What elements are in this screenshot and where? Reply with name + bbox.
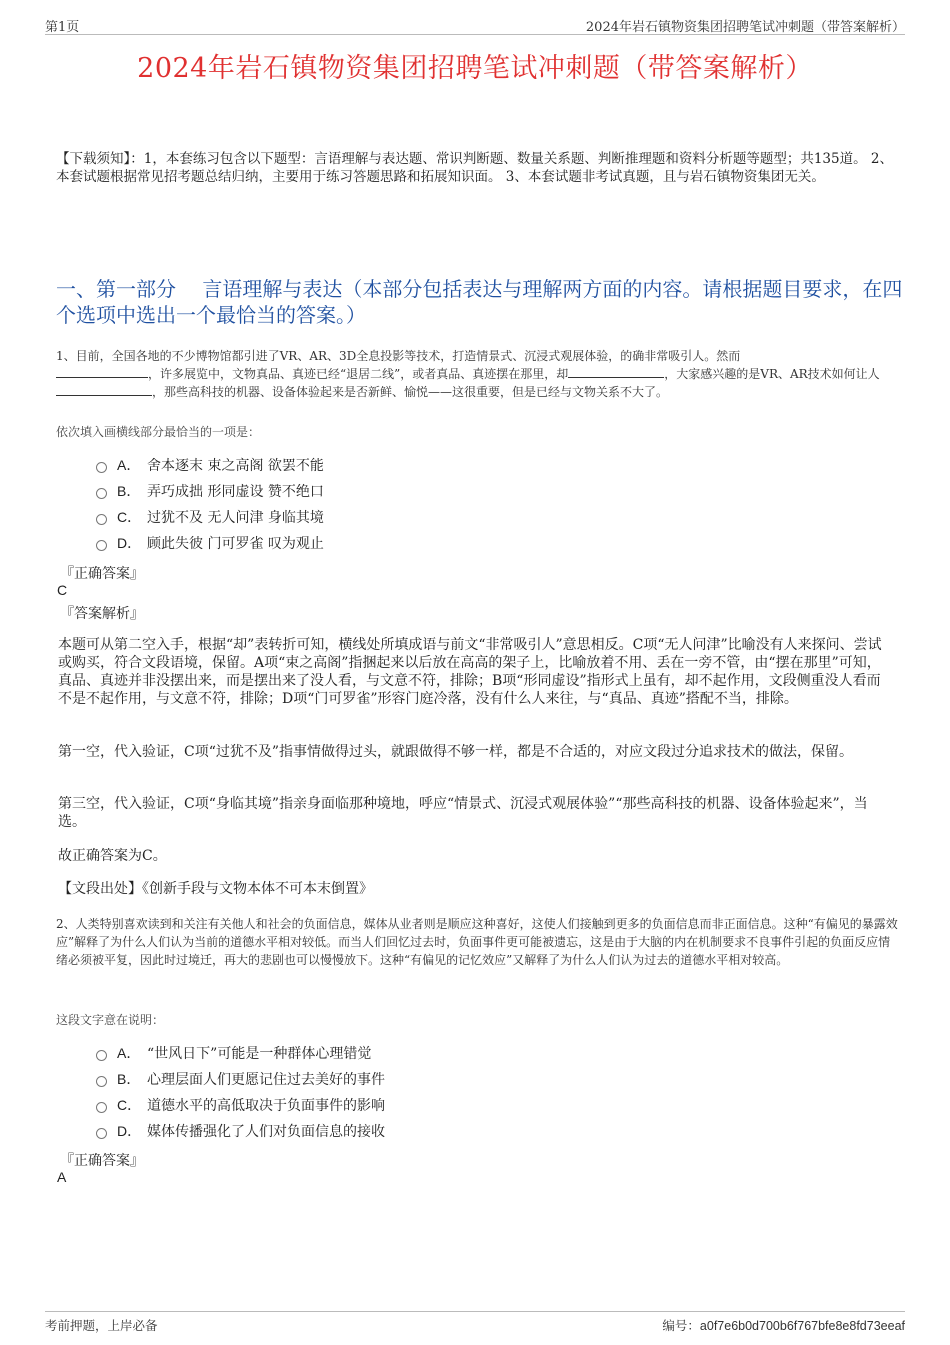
page-header [45,14,905,35]
analysis-paragraph: 故正确答案为C。 [58,848,167,864]
footer-code: 编号：a0f7e6b0d700b6f767bfe8e8fd73eeaf [662,1318,905,1333]
download-notice: 【下载须知】：1，本套练习包含以下题型：言语理解与表达题、常识判断题、数量关系题、判断推理题和资料分析题等题型；共135道。 2、本套试题根据常见招考题总结归纳，主要用于练习答题思路和拓展知识面。 3、本套试题非考试真题，且与岩石镇物资集团无关。 [56,151,893,185]
radio-icon[interactable] [96,488,107,499]
question-1-options [96,452,596,556]
analysis-paragraph: 第三空，代入验证，C项“身临其境”指亲身面临那种境地，呼应“情景式、沉浸式观展体验”“那些高科技的机器、设备体验起来”，当选。 [58,796,868,830]
question-1-text-part3: ，大家感兴趣的是VR、AR技术如何让人 [664,367,880,381]
fill-blank-3[interactable] [56,383,152,396]
radio-icon[interactable] [96,1128,107,1139]
section-heading: 一、第一部分 言语理解与表达（本部分包括表达与理解两方面的内容。请根据题目要求，在四个选项中选出一个最恰当的答案。） [56,277,903,327]
radio-icon[interactable] [96,540,107,551]
option-c[interactable]: C． 过犹不及 无人问津 身临其境 [96,504,596,530]
option-d[interactable]: D． 媒体传播强化了人们对负面信息的接收 [96,1118,596,1144]
option-b[interactable]: B． 心理层面人们更愿记住过去美好的事件 [96,1066,596,1092]
footer-slogan: 考前押题，上岸必备 [45,1318,158,1333]
fill-blank-2[interactable] [568,365,664,378]
question-2-options [96,1040,596,1144]
question-1-prompt: 依次填入画横线部分最恰当的一项是： [56,425,261,439]
page-number: 第1页 [45,20,80,35]
option-d[interactable]: D． 顾此失彼 门可罗雀 叹为观止 [96,530,596,556]
fill-blank-1[interactable] [56,365,148,378]
radio-icon[interactable] [96,462,107,473]
question-1-text-part1: 1、目前，全国各地的不少博物馆都引进了VR、AR、3D全息投影等技术，打造情景式、沉浸式观展体验，的确非常吸引人。然而 [56,349,741,363]
option-a[interactable]: A． “世风日下”可能是一种群体心理错觉 [96,1040,596,1066]
radio-icon[interactable] [96,1050,107,1061]
question-2-text: 2、人类特别喜欢读到和关注有关他人和社会的负面信息，媒体从业者则是顺应这种喜好，这使人们接触到更多的负面信息而非正面信息。这种“有偏见的暴露效应”解释了为什么人们认为当前的道德水平相对较低。而当人们回忆过去时，负面事件更可能被遗忘，这是由于大脑的内在机制要求不良事件引起的负面反应情绪必须被平复，因此时过境迁，再大的悲剧也可以慢慢放下。这种“有偏见的记忆效应”又解释了为什么人们认为过去的道德水平相对较高。 [56,917,898,967]
radio-icon[interactable] [96,514,107,525]
option-a[interactable]: A． 舍本逐末 束之高阁 欲罢不能 [96,452,596,478]
question-1-text [56,347,902,401]
answer-label: 『正确答案』 [60,1153,144,1169]
answer-label: 『正确答案』 [60,566,144,582]
question-1-text-part2: ，许多展览中，文物真品、真迹已经“退居二线”，或者真品、真迹摆在那里，却 [148,367,569,381]
correct-answer: A [57,1169,67,1185]
radio-icon[interactable] [96,1102,107,1113]
source-citation: 【文段出处】《创新手段与文物本体不可本末倒置》 [58,881,373,897]
header-doc-title: 2024年岩石镇物资集团招聘笔试冲刺题（带答案解析） [585,20,905,35]
analysis-paragraph: 第一空，代入验证，C项“过犹不及”指事情做得过头，就跟做得不够一样，都是不合适的，对应文段过分追求技术的做法，保留。 [58,744,854,760]
radio-icon[interactable] [96,1076,107,1087]
analysis-paragraph: 本题可从第二空入手，根据“却”表转折可知，横线处所填成语与前文“非常吸引人”意思相反。C项“无人问津”比喻没有人来探问、尝试或购买，符合文段语境，保留。A项“束之高阁”指捆起来以后放在高高的架子上，比喻放着不用、丢在一旁不管，由“摆在那里”可知，真品、真迹并非没摆出来，而是摆出来了没人看，与文意不符，排除；B项“形同虚设”指形式上虽有，却不起作用，文段侧重没人看而不是不起作用，与文意不符，排除；D项“门可罗雀”形容门庭冷落，没有什么人来往，与“真品、真迹”搭配不当，排除。 [58,637,882,707]
question-2-prompt: 这段文字意在说明： [56,1013,165,1027]
analysis-label: 『答案解析』 [60,606,144,622]
question-1-text-part4: ，那些高科技的机器、设备体验起来是否新鲜、愉悦——这很重要，但是已经与文物关系不大了。 [152,385,669,399]
option-b[interactable]: B． 弄巧成拙 形同虚设 赞不绝口 [96,478,596,504]
correct-answer: C [57,582,68,598]
option-c[interactable]: C． 道德水平的高低取决于负面事件的影响 [96,1092,596,1118]
page-title: 2024年岩石镇物资集团招聘笔试冲刺题（带答案解析） [137,53,813,84]
page-footer [45,1311,905,1336]
